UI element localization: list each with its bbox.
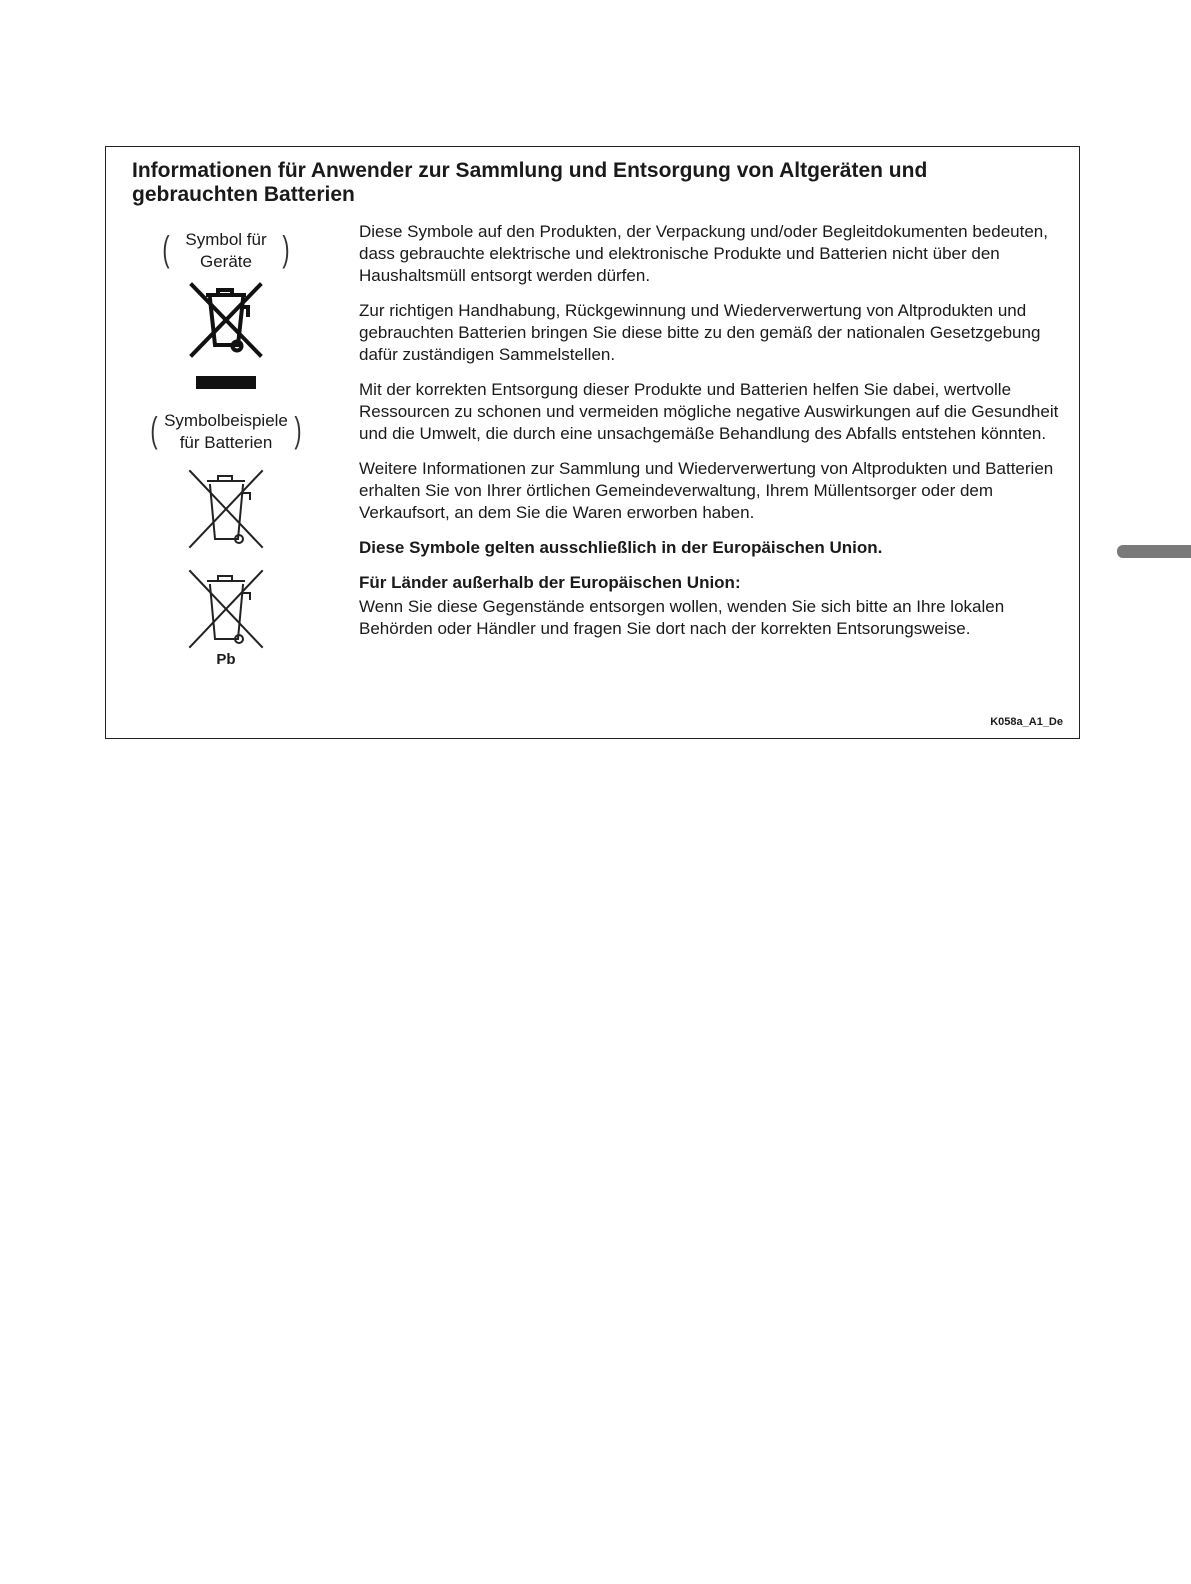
notice-text-column <box>359 221 1065 653</box>
disposal-notice-box <box>105 146 1080 739</box>
paragraph-meaning: Diese Symbole auf den Produkten, der Verpackung und/oder Begleitdokumenten bedeuten, dass gebrauchte elektrische und elektronische Produkte und Batterien nicht über den Haushaltsmüll entsorgt werden dürfen. <box>359 222 1048 285</box>
batteries-symbol-caption <box>150 409 302 454</box>
close-paren-icon: ) <box>294 409 302 450</box>
batteries-caption-line2: für Batterien <box>179 433 273 452</box>
devices-caption-line1: Symbol für <box>185 230 267 249</box>
non-eu-text: Wenn Sie diese Gegenstände entsorgen wollen, wenden Sie sich bitte an Ihre lokalen Behörden oder Händler und fragen Sie dort nach der korrekten Entsorungsweise. <box>359 597 1005 638</box>
black-bar-marker <box>196 376 256 389</box>
page-side-tab <box>1117 545 1191 558</box>
paragraph-further-info: Weitere Informationen zur Sammlung und Wiederverwertung von Altprodukten und Batterien erhalten Sie von Ihrer örtlichen Gemeindeverwaltung, Ihrem Müllentsorger oder dem Verkaufsort, an dem Sie die Waren erworben haben. <box>359 459 1054 522</box>
document-code: K058a_A1_De <box>990 716 1063 728</box>
crossed-out-wheelie-bin-icon <box>186 467 266 551</box>
devices-caption-line2: Geräte <box>200 252 252 271</box>
paragraph-benefits: Mit der korrekten Entsorgung dieser Produkte und Batterien helfen Sie dabei, wertvolle Ressourcen zu schonen und vermeiden mögliche negative Auswirkungen auf die Gesundheit und die Umwelt, die durch eine unsachgemäße Behandlung des Abfalls entstehen könnten. <box>359 380 1059 443</box>
open-paren-icon: ( <box>162 228 170 269</box>
notice-title: Informationen für Anwender zur Sammlung und Entsorgung von Altgeräten und gebrauchten Batterien <box>132 159 928 206</box>
paragraph-handling: Zur richtigen Handhabung, Rückgewinnung und Wiederverwertung von Altprodukten und gebrauchten Batterien bringen Sie diese bitte zu den gemäß der nationalen Gesetzgebung dafür zuständigen Sammelstellen. <box>359 301 1041 364</box>
batteries-caption-line1: Symbolbeispiele <box>164 411 288 430</box>
pb-chemical-label: Pb <box>216 651 236 668</box>
open-paren-icon: ( <box>150 409 158 450</box>
non-eu-heading: Für Länder außerhalb der Europäischen Union: <box>359 573 741 592</box>
eu-statement: Diese Symbole gelten ausschließlich in der Europäischen Union. <box>359 538 883 557</box>
crossed-out-wheelie-bin-icon <box>188 281 264 359</box>
close-paren-icon: ) <box>282 228 290 269</box>
crossed-out-wheelie-bin-icon <box>186 567 266 651</box>
devices-symbol-caption <box>164 229 288 273</box>
